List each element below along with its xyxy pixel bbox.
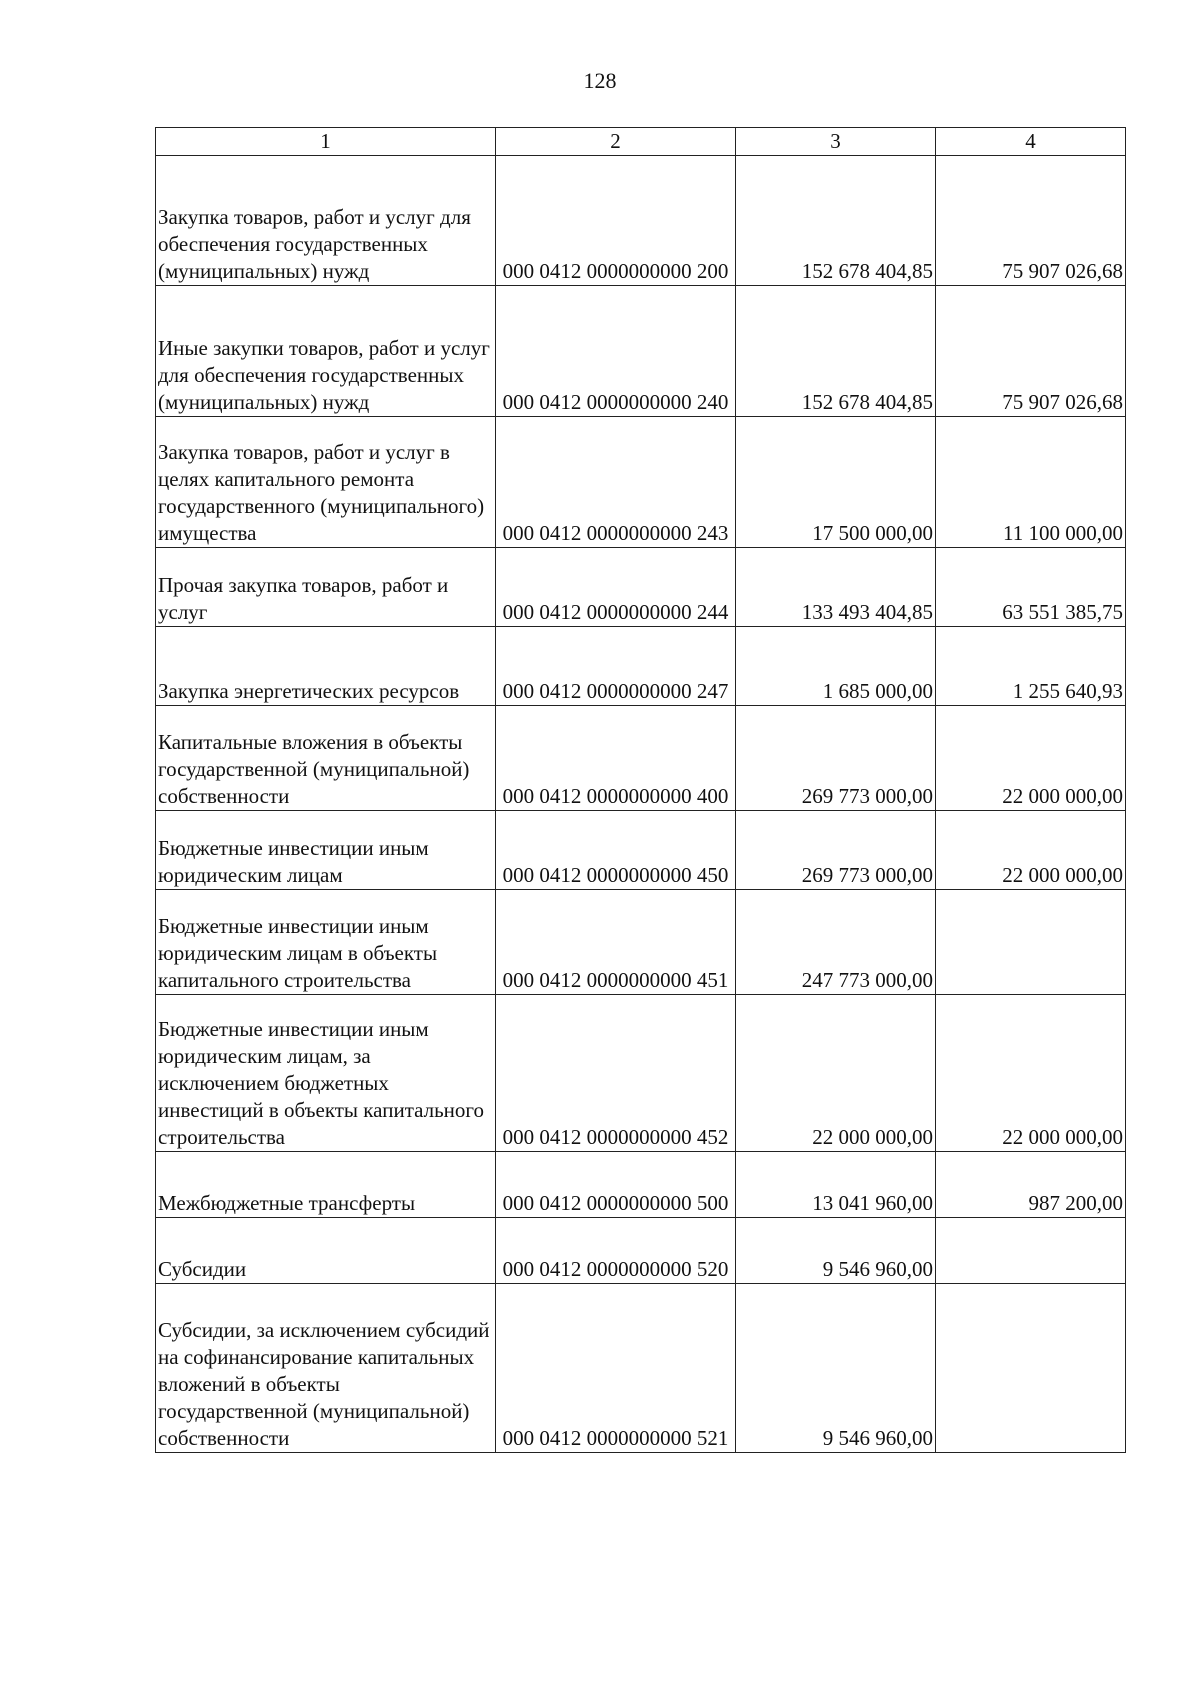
row-code: 000 0412 0000000000 240 — [496, 286, 736, 417]
budget-table — [155, 127, 1126, 1453]
table-row — [156, 417, 1126, 548]
row-col4-value: 1 255 640,93 — [936, 627, 1126, 706]
table-row — [156, 706, 1126, 811]
row-name: Прочая закупка товаров, работ и услуг — [156, 548, 496, 627]
table-row — [156, 1152, 1126, 1218]
row-col3-value: 13 041 960,00 — [736, 1152, 936, 1218]
row-code: 000 0412 0000000000 450 — [496, 811, 736, 890]
table-header-row — [156, 128, 1126, 156]
row-name: Бюджетные инвестиции иным юридическим лицам, за исключением бюджетных инвестиций в объекты капитального строительства — [156, 995, 496, 1152]
row-col3-value: 1 685 000,00 — [736, 627, 936, 706]
row-name: Бюджетные инвестиции иным юридическим лицам — [156, 811, 496, 890]
row-col3-value: 269 773 000,00 — [736, 706, 936, 811]
header-col-2: 2 — [496, 128, 736, 156]
row-col3-value: 152 678 404,85 — [736, 286, 936, 417]
row-code: 000 0412 0000000000 452 — [496, 995, 736, 1152]
row-name: Иные закупки товаров, работ и услуг для обеспечения государственных (муниципальных) нужд — [156, 286, 496, 417]
row-col3-value: 9 546 960,00 — [736, 1218, 936, 1284]
row-col3-value: 9 546 960,00 — [736, 1284, 936, 1453]
row-col4-value — [936, 1284, 1126, 1453]
row-name: Субсидии — [156, 1218, 496, 1284]
row-code: 000 0412 0000000000 200 — [496, 156, 736, 286]
row-col4-value — [936, 890, 1126, 995]
row-code: 000 0412 0000000000 400 — [496, 706, 736, 811]
row-col4-value: 11 100 000,00 — [936, 417, 1126, 548]
table-row — [156, 995, 1126, 1152]
row-col4-value: 75 907 026,68 — [936, 286, 1126, 417]
header-col-4: 4 — [936, 128, 1126, 156]
table-row — [156, 1284, 1126, 1453]
row-col4-value: 987 200,00 — [936, 1152, 1126, 1218]
table-row — [156, 1218, 1126, 1284]
page-number: 128 — [583, 68, 617, 93]
row-col4-value: 22 000 000,00 — [936, 811, 1126, 890]
row-code: 000 0412 0000000000 244 — [496, 548, 736, 627]
row-code: 000 0412 0000000000 520 — [496, 1218, 736, 1284]
row-code: 000 0412 0000000000 243 — [496, 417, 736, 548]
row-code: 000 0412 0000000000 500 — [496, 1152, 736, 1218]
row-col3-value: 152 678 404,85 — [736, 156, 936, 286]
row-col4-value: 22 000 000,00 — [936, 706, 1126, 811]
row-name: Закупка товаров, работ и услуг в целях капитального ремонта государственного (муниципального) имущества — [156, 417, 496, 548]
row-col4-value — [936, 1218, 1126, 1284]
table-row — [156, 286, 1126, 417]
row-name: Субсидии, за исключением субсидий на софинансирование капитальных вложений в объекты государственной (муниципальной) собственности — [156, 1284, 496, 1453]
row-name: Закупка энергетических ресурсов — [156, 627, 496, 706]
row-col3-value: 247 773 000,00 — [736, 890, 936, 995]
table-row — [156, 811, 1126, 890]
row-code: 000 0412 0000000000 247 — [496, 627, 736, 706]
row-col3-value: 17 500 000,00 — [736, 417, 936, 548]
row-code: 000 0412 0000000000 521 — [496, 1284, 736, 1453]
header-col-3: 3 — [736, 128, 936, 156]
table-row — [156, 548, 1126, 627]
row-name: Бюджетные инвестиции иным юридическим лицам в объекты капитального строительства — [156, 890, 496, 995]
row-col4-value: 22 000 000,00 — [936, 995, 1126, 1152]
table-row — [156, 890, 1126, 995]
row-name: Межбюджетные трансферты — [156, 1152, 496, 1218]
row-code: 000 0412 0000000000 451 — [496, 890, 736, 995]
row-col4-value: 75 907 026,68 — [936, 156, 1126, 286]
table-row — [156, 627, 1126, 706]
row-col3-value: 133 493 404,85 — [736, 548, 936, 627]
row-col3-value: 269 773 000,00 — [736, 811, 936, 890]
table-row — [156, 156, 1126, 286]
header-col-1: 1 — [156, 128, 496, 156]
row-col4-value: 63 551 385,75 — [936, 548, 1126, 627]
row-col3-value: 22 000 000,00 — [736, 995, 936, 1152]
row-name: Капитальные вложения в объекты государственной (муниципальной) собственности — [156, 706, 496, 811]
row-name: Закупка товаров, работ и услуг для обеспечения государственных (муниципальных) нужд — [156, 156, 496, 286]
